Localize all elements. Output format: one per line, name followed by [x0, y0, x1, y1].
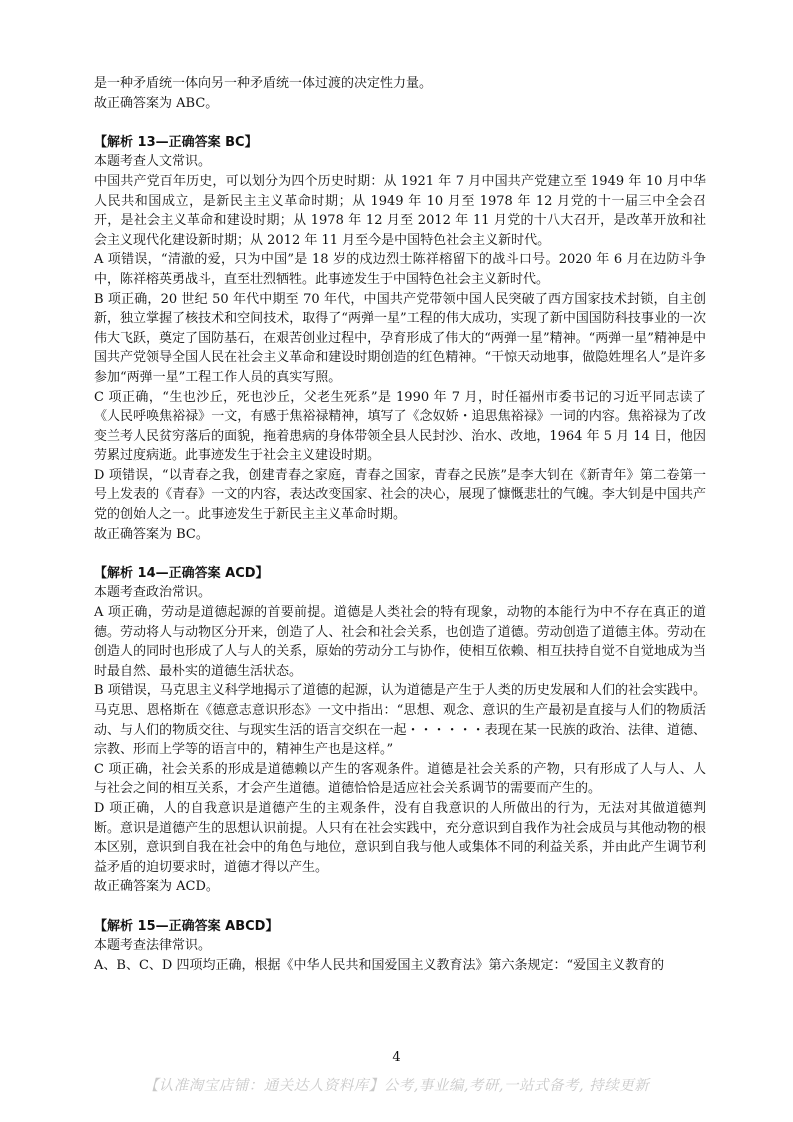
page-number: 4 — [392, 1050, 401, 1065]
paragraph: D 项正确，人的自我意识是道德产生的主观条件，没有自我意识的人所做出的行为，无法对其做道德判断。意识是道德产生的思想认识前提。人只有在社会实践中，充分意识到自我作为社会成员与其他动物的根本区别，意识到自我在社会中的角色与地位，意识到自我与他人或集体不同的利益关系，并由此产生调节利益矛盾的迫切要求时，道德才得以产生。 — [94, 800, 706, 875]
paragraph: 本题考查人文常识。 — [94, 154, 212, 170]
intro-answer: 故正确答案为 ABC。 — [94, 95, 219, 111]
analysis-section-15 — [94, 917, 706, 976]
section-heading: 【解析 14—正确答案 ACD】 — [94, 565, 269, 581]
paragraph: A、B、C、D 四项均正确，根据《中华人民共和国爱国主义教育法》第六条规定：“爱国主义教育的 — [94, 957, 665, 973]
paragraph: B 项错误，马克思主义科学地揭示了道德的起源，认为道德是产生于人类的历史发展和人们的社会实践中。马克思、恩格斯在《德意志意识形态》一文中指出：“思想、观念、意识的生产最初是直接与人们的物质活动、与人们的物质交往、与现实生活的语言交织在一起・・・・・・表现在某一民族的政治、法律、道德、宗教、形而上学等的语言中的，精神生产也是这样。” — [94, 683, 706, 758]
analysis-section-13 — [94, 133, 706, 544]
paragraph: A 项错误，“清澈的爱，只为中国”是 18 岁的戍边烈士陈祥榕留下的战斗口号。2020 年 6 月在边防斗争中，陈祥榕英勇战斗，直至壮烈牺牲。此事迹发生于中国特色社会主义新时代。 — [94, 252, 706, 287]
paragraph: D 项错误，“以青春之我，创建青春之家庭，青春之国家，青春之民族”是李大钊在《新青年》第二卷第一号上发表的《青春》一文的内容，表达改变国家、社会的决心，展现了慷慨悲壮的气魄。李大钊是中国共产党的创始人之一。此事迹发生于新民主主义革命时期。 — [94, 467, 706, 523]
watermark-text: 【认准淘宝店铺：通关达人资料库】公考,事业编,考研,一站式备考, 持续更新 — [143, 1078, 650, 1094]
paragraph: A 项正确，劳动是道德起源的首要前提。道德是人类社会的特有现象，动物的本能行为中不存在真正的道德。劳动将人与动物区分开来，创造了人、社会和社会关系，也创造了道德。劳动创造了道德主体。劳动在创造人的同时也形成了人与人的关系，原始的劳动分工与协作，使相互依赖、相互扶持自觉不自觉地成为当时最自然、最朴实的道德生活状态。 — [94, 605, 706, 679]
paragraph: B 项正确，20 世纪 50 年代中期至 70 年代，中国共产党带领中国人民突破了西方国家技术封锁，自主创新，独立掌握了核技术和空间技术，取得了“两弹一星”工程的伟大成功，实现了新中国国防科技事业的一次伟大飞跃，奠定了国防基石，在艰苦创业过程中，孕育形成了伟大的“两弹一星”精神。“两弹一星”精神是中国共产党领导全国人民在社会主义革命和建设时期创造的红色精神。“干惊天动地事，做隐姓埋名人”是许多参加“两弹一星”工程工作人员的真实写照。 — [94, 291, 706, 385]
paragraph: C 项正确，“生也沙丘，死也沙丘，父老生死系”是 1990 年 7 月，时任福州市委书记的习近平同志读了《人民呼唤焦裕禄》一文，有感于焦裕禄精神，填写了《念奴娇・追思焦裕禄》一词的内容。焦裕禄为了改变兰考人民贫穷落后的面貌，拖着患病的身体带领全县人民封沙、治水、改地，1964 年 5 月 14 日，他因劳累过度病逝。此事迹发生于社会主义建设时期。 — [94, 389, 706, 464]
paragraph: 本题考查政治常识。 — [94, 585, 212, 601]
analysis-section-14 — [94, 564, 706, 897]
paragraph: 本题考查法律常识。 — [94, 938, 212, 954]
document-body — [94, 74, 706, 975]
paragraph: 中国共产党百年历史，可以划分为四个历史时期：从 1921 年 7 月中国共产党建立至 1949 年 10 月中华人民共和国成立，是新民主主义革命时期；从 1949 年 10 月至 1978 年 12 月党的十一届三中全会召开，是社会主义革命和建设时期；从 1978 年 12 月至 2012 年 11 月党的十八大召开，是改革开放和社会主义现代化建设新时期；从 2012 年 11 月至今是中国特色社会主义新时代。 — [94, 173, 706, 248]
paragraph: C 项正确，社会关系的形成是道德赖以产生的客观条件。道德是社会关系的产物，只有形成了人与人、人与社会之间的相互关系，才会产生道德。道德恰恰是适应社会关系调节的需要而产生的。 — [94, 761, 706, 797]
answer-line: 故正确答案为 ACD。 — [94, 879, 219, 895]
intro-line: 是一种矛盾统一体向另一种矛盾统一体过渡的决定性力量。 — [94, 76, 433, 91]
answer-line: 故正确答案为 BC。 — [94, 526, 209, 542]
section-heading: 【解析 15—正确答案 ABCD】 — [94, 918, 279, 934]
section-heading: 【解析 13—正确答案 BC】 — [94, 134, 258, 150]
